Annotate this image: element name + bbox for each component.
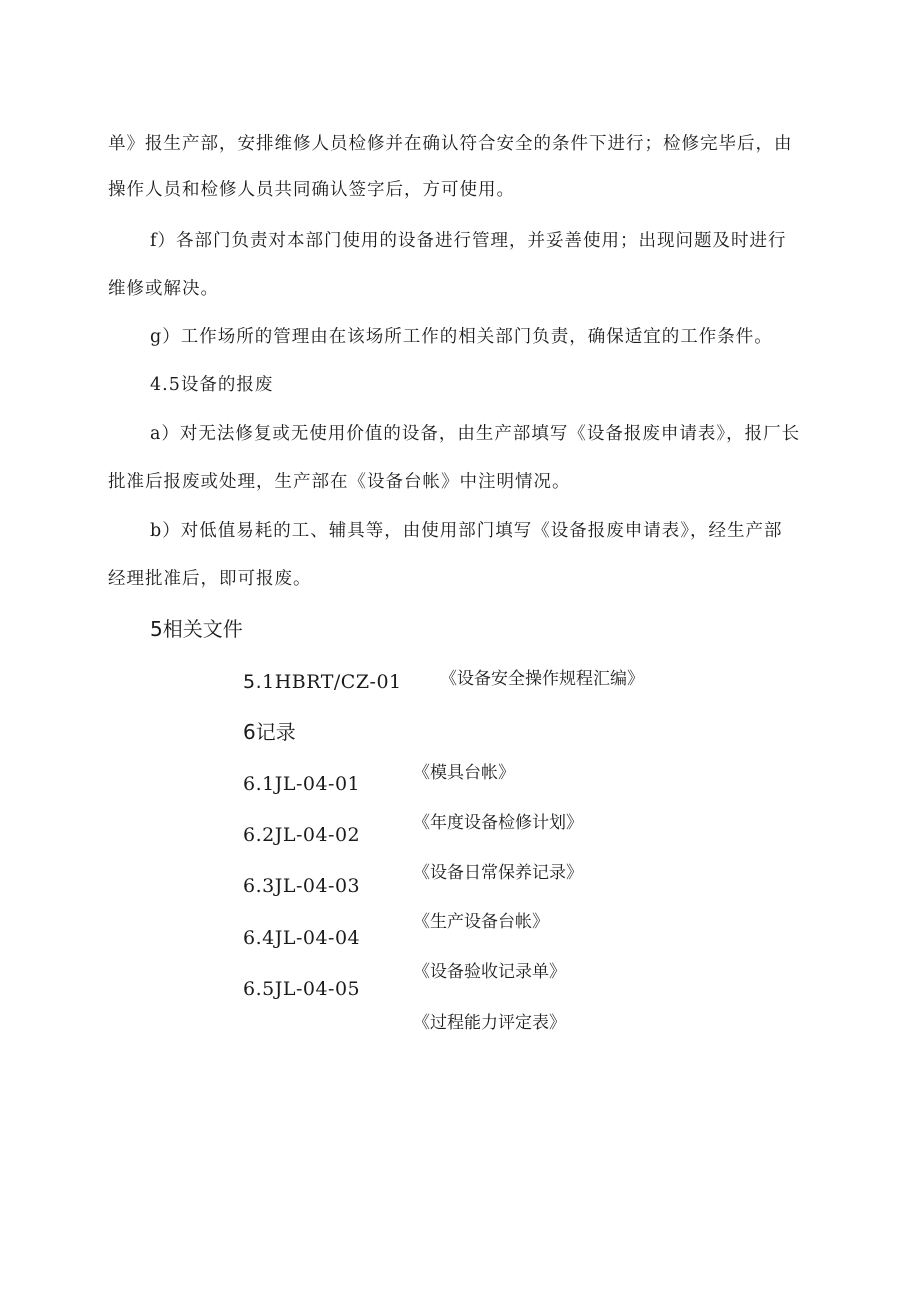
item-b-line: 经理批准后，即可报废。 xyxy=(108,569,312,589)
record-title: 《年度设备检修计划》 xyxy=(413,813,583,833)
item-g-line: g）工作场所的管理由在该场所工作的相关部门负责，确保适宜的工作条件。 xyxy=(150,327,773,347)
item-b-line: b）对低值易耗的工、辅具等，由使用部门填写《设备报废申请表》，经生产部 xyxy=(150,521,783,541)
paragraph-line: 操作人员和检修人员共同确认签字后，方可使用。 xyxy=(108,180,515,200)
record-title: 《设备日常保养记录》 xyxy=(413,863,583,883)
paragraph-line: 单》报生产部，安排维修人员检修并在确认符合安全的条件下进行；检修完毕后，由 xyxy=(108,134,793,154)
record-code: 6.3JL-04-03 xyxy=(243,875,361,897)
record-code: 6.5JL-04-05 xyxy=(243,978,361,1000)
section-heading-6: 6记录 xyxy=(243,720,296,744)
document-code-prefix: 5. xyxy=(243,671,263,693)
record-title: 《设备验收记录单》 xyxy=(413,962,566,982)
item-f-line: f）各部门负责对本部门使用的设备进行管理，并妥善使用；出现问题及时进行 xyxy=(150,231,787,251)
record-title-extra: 《过程能力评定表》 xyxy=(413,1013,566,1033)
record-code: 6.1JL-04-01 xyxy=(243,773,361,795)
document-code-rest: 1HBRT/CZ-01 xyxy=(262,671,402,693)
item-f-line: 维修或解决。 xyxy=(108,279,219,299)
item-a-line: 批准后报废或处理，生产部在《设备台帐》中注明情况。 xyxy=(108,472,571,492)
section-heading-5: 5相关文件 xyxy=(150,617,243,641)
record-title: 《模具台帐》 xyxy=(413,763,515,783)
item-a-line: a）对无法修复或无使用价值的设备，由生产部填写《设备报废申请表》，报厂长 xyxy=(150,424,801,444)
document-title: 《设备安全操作规程汇编》 xyxy=(440,669,644,689)
record-title: 《生产设备台帐》 xyxy=(413,912,549,932)
subsection-heading-4-5: 4.5设备的报废 xyxy=(150,375,274,395)
record-code: 6.4JL-04-04 xyxy=(243,927,361,949)
record-code: 6.2JL-04-02 xyxy=(243,824,361,846)
document-code xyxy=(243,673,402,692)
